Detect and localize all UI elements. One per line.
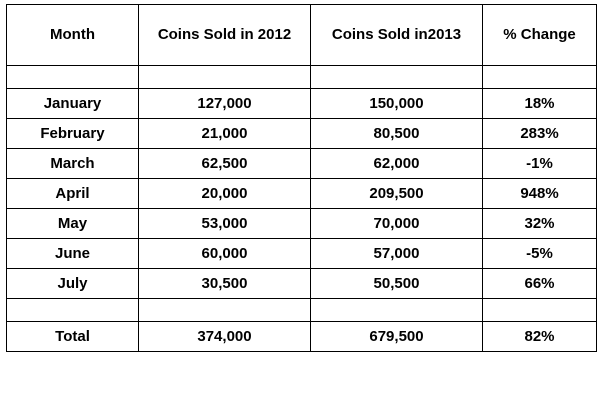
cell-percent-change: 18% [483,89,597,119]
cell-month: April [7,179,139,209]
cell-sold-2012: 20,000 [139,179,311,209]
cell-sold-2012: 21,000 [139,119,311,149]
cell-percent-change: 66% [483,269,597,299]
cell-sold-2013: 70,000 [311,209,483,239]
coins-sold-table [6,4,597,352]
cell-sold-2013: 62,000 [311,149,483,179]
cell-total-sold-2013: 679,500 [311,322,483,352]
cell-month: July [7,269,139,299]
spacer-cell [311,299,483,322]
spacer-cell [139,299,311,322]
table-header-row [7,5,597,66]
cell-sold-2013: 57,000 [311,239,483,269]
table-row [7,179,597,209]
spacer-cell [483,299,597,322]
spacer-cell [7,299,139,322]
table-row [7,239,597,269]
table-row [7,269,597,299]
spacer-row-bottom [7,299,597,322]
cell-month: January [7,89,139,119]
cell-sold-2012: 127,000 [139,89,311,119]
cell-sold-2013: 150,000 [311,89,483,119]
cell-percent-change: -5% [483,239,597,269]
table-row [7,149,597,179]
cell-sold-2012: 53,000 [139,209,311,239]
table-row [7,209,597,239]
spacer-cell [7,66,139,89]
cell-percent-change: -1% [483,149,597,179]
column-header-percent-change: % Change [483,5,597,66]
spacer-cell [483,66,597,89]
table-total-row [7,322,597,352]
cell-month: February [7,119,139,149]
table-row [7,119,597,149]
cell-sold-2012: 30,500 [139,269,311,299]
cell-month: June [7,239,139,269]
cell-total-label: Total [7,322,139,352]
cell-month: May [7,209,139,239]
spacer-cell [311,66,483,89]
cell-sold-2013: 209,500 [311,179,483,209]
cell-sold-2012: 62,500 [139,149,311,179]
cell-total-percent-change: 82% [483,322,597,352]
column-header-sold-2013: Coins Sold in2013 [311,5,483,66]
cell-total-sold-2012: 374,000 [139,322,311,352]
spacer-row-top [7,66,597,89]
cell-month: March [7,149,139,179]
cell-sold-2013: 50,500 [311,269,483,299]
cell-sold-2012: 60,000 [139,239,311,269]
cell-sold-2013: 80,500 [311,119,483,149]
table-row [7,89,597,119]
cell-percent-change: 32% [483,209,597,239]
cell-percent-change: 283% [483,119,597,149]
column-header-month: Month [7,5,139,66]
cell-percent-change: 948% [483,179,597,209]
column-header-sold-2012: Coins Sold in 2012 [139,5,311,66]
spacer-cell [139,66,311,89]
